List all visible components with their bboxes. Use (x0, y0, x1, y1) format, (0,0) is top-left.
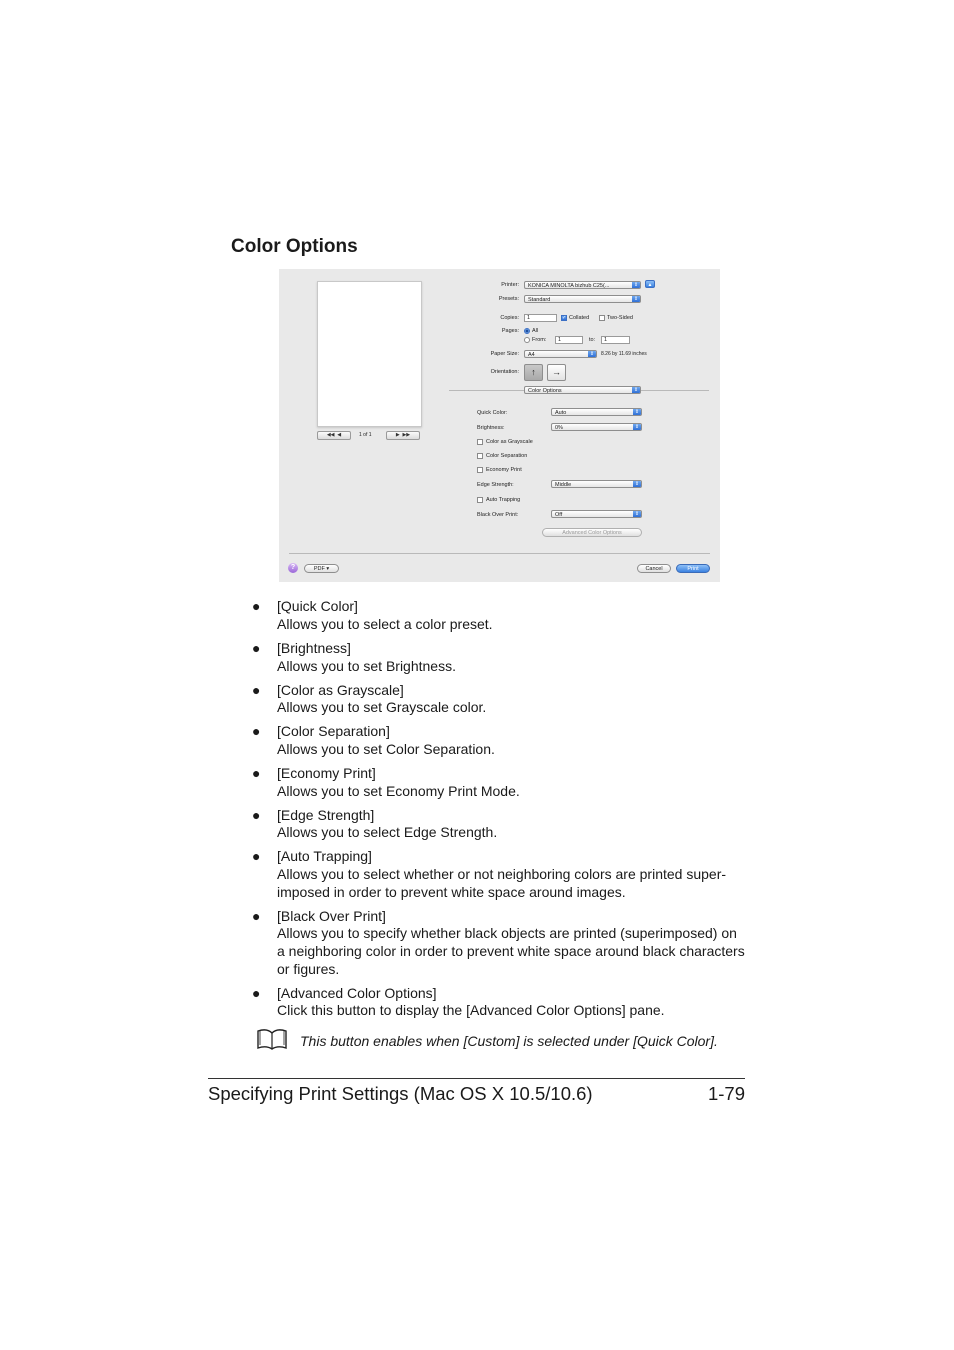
item-title: [Quick Color] (277, 598, 358, 614)
printer-value: KONICA MINOLTA bizhub C25(... (528, 283, 610, 289)
copies-field[interactable]: 1 (524, 314, 557, 322)
preview-prev-button[interactable]: ◀◀ ◀ (317, 431, 351, 440)
item-title: [Color as Grayscale] (277, 682, 404, 698)
item-description: Click this button to display the [Advanced Color Options] pane. (277, 1002, 665, 1018)
two-sided-label: Two-Sided (607, 315, 633, 321)
quick-color-label: Quick Color: (477, 410, 508, 416)
bullet-icon: ● (252, 985, 261, 1001)
brightness-label: Brightness: (477, 425, 505, 431)
brightness-value: 0% (555, 425, 563, 431)
black-over-print-value: Off (555, 512, 563, 518)
item-title: [Color Separation] (277, 723, 390, 739)
page-number: 1-79 (707, 1083, 745, 1104)
pages-from-radio[interactable] (524, 337, 530, 343)
pages-to-label: to: (589, 337, 596, 343)
pages-to-field[interactable]: 1 (601, 336, 630, 344)
two-sided-checkbox[interactable] (599, 315, 605, 321)
bullet-icon: ● (252, 908, 261, 924)
item-title: [Advanced Color Options] (277, 985, 437, 1001)
paper-size-popup[interactable] (524, 350, 597, 358)
bullet-icon: ● (252, 723, 261, 739)
footer-rule (208, 1078, 745, 1079)
print-preview-page (317, 281, 422, 427)
presets-value: Standard (528, 297, 551, 303)
presets-popup[interactable] (524, 295, 641, 303)
print-button[interactable]: Print (676, 564, 710, 573)
item-title: [Economy Print] (277, 765, 376, 781)
note-text: This button enables when [Custom] is selected under [Quick Color]. (300, 1033, 718, 1049)
pages-from-label: From: (532, 337, 547, 343)
paper-size-dimensions: 8.26 by 11.69 inches (601, 351, 647, 357)
color-as-grayscale-label: Color as Grayscale (486, 439, 533, 445)
collated-checkbox[interactable]: ✓ (562, 315, 567, 321)
print-dialog-screenshot (279, 269, 720, 582)
printer-expand-button[interactable]: ▲ (645, 280, 655, 288)
preview-page-count: 1 of 1 (359, 432, 372, 438)
quick-color-value: Auto (555, 410, 567, 416)
pages-all-label: All (532, 328, 539, 334)
panel-value: Color Options (528, 388, 562, 394)
pages-from-field[interactable]: 1 (555, 336, 583, 344)
item-description: Allows you to select whether or not neighboring colors are printed super-imposed in order to prevent white space around images. (277, 866, 727, 900)
orientation-label: Orientation: (490, 369, 519, 375)
item-description: Allows you to set Grayscale color. (277, 699, 487, 715)
brightness-popup[interactable] (551, 423, 642, 431)
pages-all-radio[interactable] (524, 328, 530, 334)
black-over-print-popup[interactable] (551, 510, 642, 518)
popup-arrows-icon: ⇕ (634, 424, 640, 430)
help-icon[interactable]: ? (288, 563, 298, 573)
item-description: Allows you to select Edge Strength. (277, 824, 498, 840)
preview-next-button[interactable]: ▶ ▶▶ (386, 431, 420, 440)
black-over-print-label: Black Over Print: (477, 512, 519, 518)
bullet-icon: ● (252, 598, 261, 614)
color-separation-checkbox[interactable] (477, 453, 483, 459)
item-description: Allows you to set Color Separation. (277, 741, 495, 757)
economy-print-checkbox[interactable] (477, 467, 483, 473)
edge-strength-popup[interactable] (551, 480, 642, 488)
bullet-icon: ● (252, 807, 261, 823)
popup-arrows-icon: ⇕ (633, 282, 639, 288)
item-description: Allows you to select a color preset. (277, 616, 493, 632)
printer-popup[interactable] (524, 281, 641, 289)
color-separation-label: Color Separation (486, 453, 528, 459)
divider (289, 553, 710, 554)
advanced-color-options-button[interactable]: Advanced Color Options (542, 528, 642, 537)
popup-arrows-icon: ⇕ (634, 511, 640, 517)
footer-title: Specifying Print Settings (Mac OS X 10.5/10.6) (208, 1083, 593, 1104)
panel-popup[interactable] (524, 386, 641, 394)
copies-label: Copies: (500, 315, 519, 321)
item-title: [Black Over Print] (277, 908, 386, 924)
item-description: Allows you to set Brightness. (277, 658, 456, 674)
collated-label: Collated (569, 315, 590, 321)
economy-print-label: Economy Print (486, 467, 522, 473)
pdf-button[interactable]: PDF ▾ (304, 564, 339, 573)
bullet-icon: ● (252, 640, 261, 656)
bullet-icon: ● (252, 765, 261, 781)
cancel-button[interactable]: Cancel (637, 564, 671, 573)
portrait-orientation-icon[interactable]: ↑ (524, 364, 543, 381)
popup-arrows-icon: ⇕ (589, 351, 595, 357)
section-title: Color Options (231, 236, 358, 257)
edge-strength-value: Middle (555, 482, 572, 488)
popup-arrows-icon: ⇕ (634, 481, 640, 487)
bullet-icon: ● (252, 848, 261, 864)
item-description: Allows you to set Economy Print Mode. (277, 783, 520, 799)
popup-arrows-icon: ⇕ (633, 387, 639, 393)
auto-trapping-checkbox[interactable] (477, 497, 483, 503)
landscape-orientation-icon[interactable]: → (547, 364, 566, 381)
paper-size-label: Paper Size: (490, 351, 519, 357)
item-title: [Edge Strength] (277, 807, 375, 823)
edge-strength-label: Edge Strength: (477, 482, 514, 488)
printer-label: Printer: (501, 282, 519, 288)
bullet-icon: ● (252, 682, 261, 698)
presets-label: Presets: (498, 296, 519, 302)
popup-arrows-icon: ⇕ (633, 296, 639, 302)
note-book-icon (256, 1028, 288, 1050)
pages-label: Pages: (501, 328, 519, 334)
auto-trapping-label: Auto Trapping (486, 497, 521, 503)
quick-color-popup[interactable] (551, 408, 642, 416)
popup-arrows-icon: ⇕ (634, 409, 640, 415)
paper-size-value: A4 (528, 352, 535, 358)
item-title: [Brightness] (277, 640, 351, 656)
color-as-grayscale-checkbox[interactable] (477, 439, 483, 445)
item-description: Allows you to specify whether black objects are printed (superimposed) on a neighboring color in order to prevent white space around black characters or figures. (277, 925, 745, 977)
item-title: [Auto Trapping] (277, 848, 372, 864)
